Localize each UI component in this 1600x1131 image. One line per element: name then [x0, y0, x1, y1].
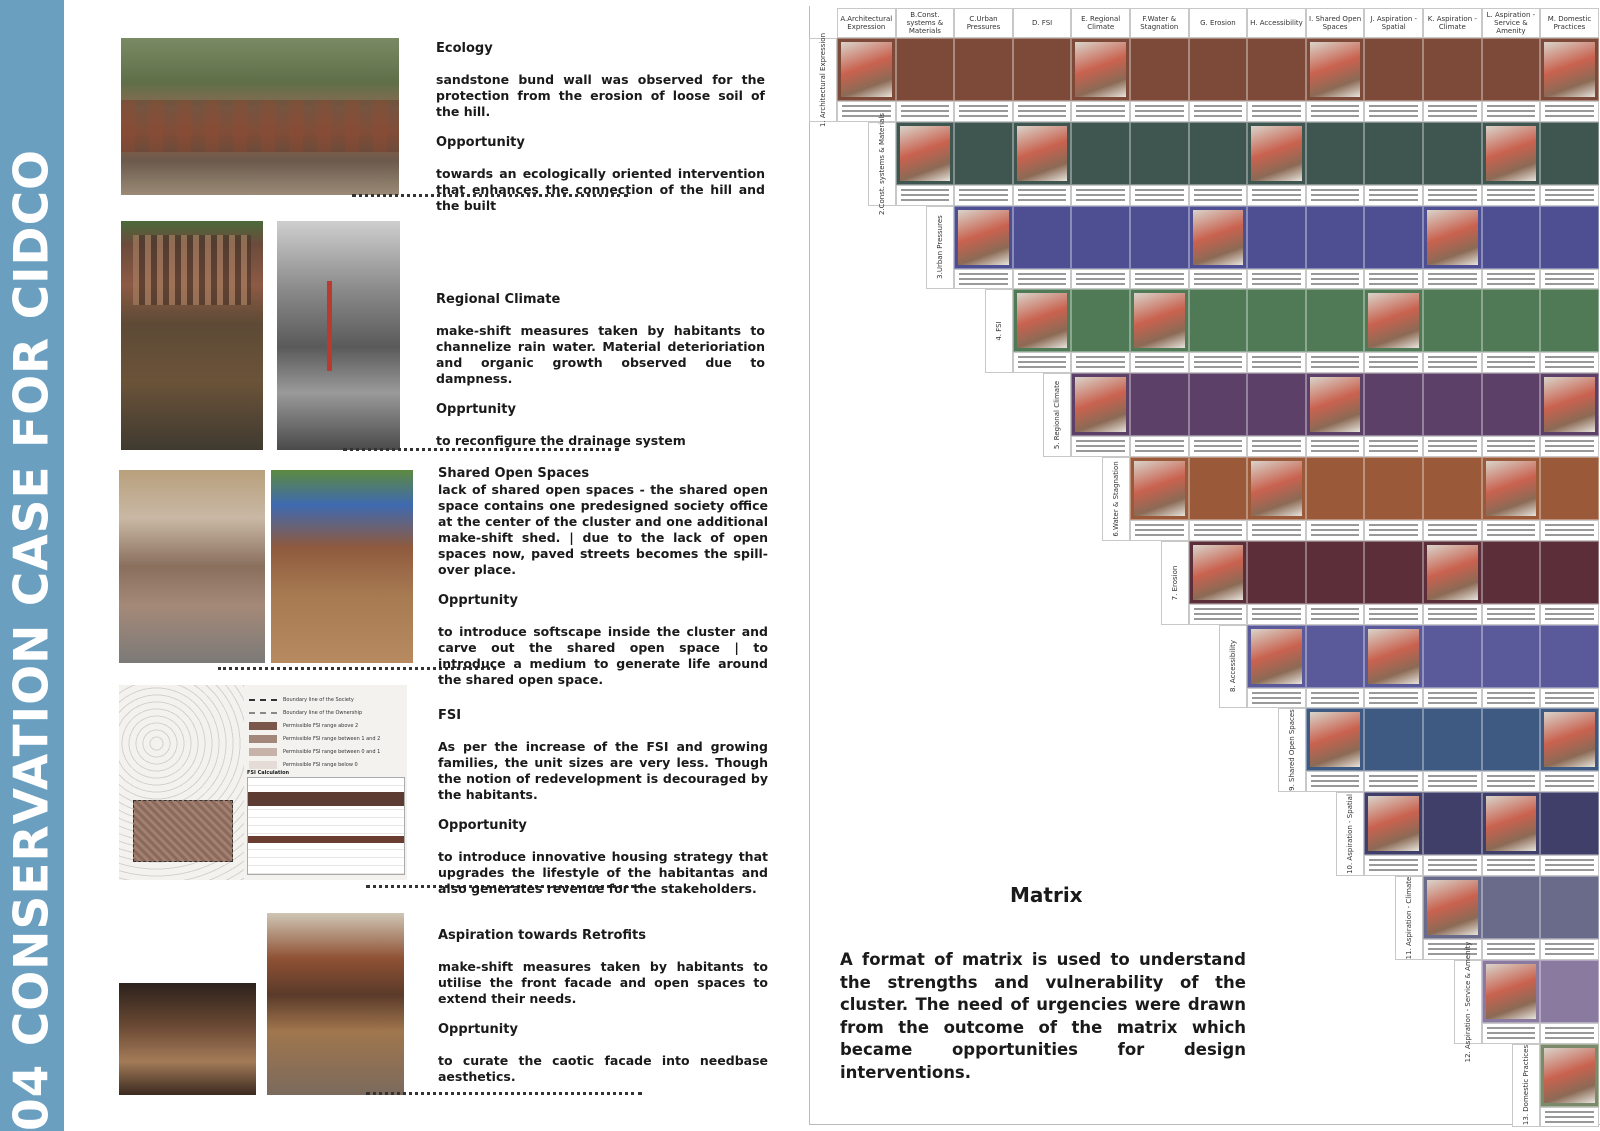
matrix-cell-note: [954, 101, 1013, 122]
matrix-row-label: 7. Erosion: [1161, 541, 1189, 625]
climate-text: make-shift measures taken by habitants to channelize rain water. Material deterioriation and organic growth observed due to dampness.: [436, 323, 765, 386]
matrix-cell: [1130, 457, 1189, 520]
matrix-cell-note: [1306, 436, 1365, 457]
matrix-cell: [1013, 38, 1072, 101]
matrix-cell-note: [954, 185, 1013, 206]
matrix-col-header: D. FSI: [1013, 8, 1072, 38]
fsi-block: [438, 708, 768, 897]
matrix-cell: [1247, 206, 1306, 269]
matrix-cell: [1364, 541, 1423, 604]
matrix-cell: [1306, 625, 1365, 688]
matrix-cell-note: [1482, 520, 1541, 541]
matrix-row-label: 10. Aspiration - Spatial: [1336, 792, 1364, 876]
matrix-cell-note: [1540, 939, 1599, 960]
matrix-cell-note: [1540, 771, 1599, 792]
matrix-cell: [1423, 457, 1482, 520]
matrix-cell-note: [954, 269, 1013, 290]
matrix-cell: [1189, 122, 1248, 185]
matrix-cell-note: [1482, 604, 1541, 625]
matrix-cell: [1540, 38, 1599, 101]
matrix-cell: [1364, 289, 1423, 352]
matrix-cell: [1071, 38, 1130, 101]
matrix-cell-note: [1130, 101, 1189, 122]
climate-opp-text: to reconfigure the drainage system: [436, 433, 686, 448]
matrix-cell-note: [1540, 855, 1599, 876]
matrix-cell: [1423, 122, 1482, 185]
matrix-cell-note: [1482, 855, 1541, 876]
matrix-col-header: C.Urban Pressures: [954, 8, 1013, 38]
matrix-cell-note: [1540, 604, 1599, 625]
matrix-cell: [896, 38, 955, 101]
shared-text: lack of shared open spaces - the shared open space contains one predesigned society office at the center of the cluster and one additional make-shift shed. | due to the lack of open spaces now, paved streets becomes the spill-over place.: [438, 482, 768, 577]
matrix-cell: [1071, 373, 1130, 436]
matrix-cell-note: [1423, 101, 1482, 122]
fsi-calc-table: [247, 777, 405, 875]
shared-heading: Shared Open Spaces: [438, 466, 590, 481]
matrix-cell: [1364, 122, 1423, 185]
matrix-cell: [1130, 289, 1189, 352]
matrix-cell-note: [1540, 185, 1599, 206]
matrix-cell-note: [1423, 688, 1482, 709]
matrix-cell-note: [1364, 352, 1423, 373]
shared-block: [438, 466, 768, 688]
regional-climate-photo-2: [277, 221, 400, 450]
matrix-cell: [1540, 1044, 1599, 1107]
matrix-cell: [1306, 38, 1365, 101]
matrix-cell-note: [1071, 436, 1130, 457]
matrix-col-header: E. Regional Climate: [1071, 8, 1130, 38]
matrix-cell: [1189, 206, 1248, 269]
matrix-cell: [1071, 289, 1130, 352]
matrix-cell-note: [1247, 604, 1306, 625]
matrix-cell: [1540, 373, 1599, 436]
matrix-cell: [1364, 38, 1423, 101]
matrix-cell-note: [1189, 604, 1248, 625]
matrix-cell-note: [1306, 771, 1365, 792]
matrix-cell-note: [1364, 855, 1423, 876]
matrix-cell: [1130, 206, 1189, 269]
matrix-cell: [1423, 541, 1482, 604]
ecology-opp-text: towards an ecologically oriented intervention that enhances the connection of the hill and the built: [436, 166, 765, 213]
matrix-col-header: K. Aspiration - Climate: [1423, 8, 1482, 38]
matrix-cell-note: [1482, 269, 1541, 290]
matrix-cell-note: [1247, 352, 1306, 373]
matrix-row-label: 5. Regional Climate: [1043, 373, 1071, 457]
matrix-cell-note: [1013, 269, 1072, 290]
matrix-row-label: 6.Water & Stagnation: [1102, 457, 1130, 541]
fsi-text: As per the increase of the FSI and growing families, the unit sizes are very less. Though the notion of redevelopment is decouraged by the habitants.: [438, 739, 768, 802]
fsi-heading: FSI: [438, 708, 462, 723]
matrix-row-label: 1. Architectural Expression: [809, 38, 837, 122]
matrix-col-header: J. Aspiration - Spatial: [1364, 8, 1423, 38]
matrix-cell-note: [1423, 269, 1482, 290]
matrix-cell: [1306, 457, 1365, 520]
matrix-cell-note: [896, 185, 955, 206]
retrofit-opp-text: to curate the caotic facade into needbase aesthetics.: [438, 1053, 768, 1084]
matrix-cell: [837, 38, 896, 101]
fsi-opp-heading: Opportunity: [438, 818, 527, 833]
matrix-col-header: A.Architectural Expression: [837, 8, 896, 38]
matrix-cell-note: [1130, 436, 1189, 457]
matrix-cell: [1540, 541, 1599, 604]
matrix-row-label: 8. Accessibility: [1219, 625, 1247, 709]
matrix-cell-note: [1423, 352, 1482, 373]
matrix-cell: [1247, 289, 1306, 352]
matrix-cell-note: [1071, 185, 1130, 206]
matrix-cell: [1189, 457, 1248, 520]
matrix-cell-note: [1189, 101, 1248, 122]
shared-open-space-photo-1: [119, 470, 265, 663]
matrix-cell-note: [1423, 520, 1482, 541]
fsi-site-map: [119, 685, 244, 880]
retrofit-photo-1: [119, 983, 256, 1095]
side-title: 04 CONSERVATION CASE FOR CIDCO: [4, 148, 60, 1131]
matrix-cell-note: [837, 101, 896, 122]
matrix-cell-note: [1482, 1023, 1541, 1044]
matrix-cell-note: [1482, 771, 1541, 792]
retrofit-block: [438, 928, 768, 1085]
retrofit-heading: Aspiration towards Retrofits: [438, 928, 647, 943]
matrix-cell: [1306, 541, 1365, 604]
matrix-cell-note: [1364, 269, 1423, 290]
matrix-cell: [1130, 38, 1189, 101]
matrix-cell: [1482, 792, 1541, 855]
matrix-cell: [1306, 373, 1365, 436]
matrix-cell: [954, 206, 1013, 269]
ecology-opp-heading: Opportunity: [436, 135, 525, 150]
matrix-cell: [1130, 373, 1189, 436]
matrix-cell-note: [1482, 101, 1541, 122]
matrix-cell-note: [1540, 352, 1599, 373]
matrix-cell: [896, 122, 955, 185]
matrix-cell: [1482, 457, 1541, 520]
matrix-cell-note: [1423, 185, 1482, 206]
matrix-cell-note: [1364, 520, 1423, 541]
matrix-cell: [1482, 876, 1541, 939]
matrix-cell: [1247, 122, 1306, 185]
matrix-cell-note: [1364, 688, 1423, 709]
matrix-col-header: H. Accessibility: [1247, 8, 1306, 38]
matrix-row-label: 12. Aspiration - Service & Amenity: [1454, 960, 1482, 1044]
matrix-cell-note: [1540, 520, 1599, 541]
matrix-title: Matrix: [1010, 883, 1083, 907]
matrix-row-label: 2.Const. systems & Materials: [868, 122, 896, 206]
matrix-cell: [1189, 38, 1248, 101]
matrix-description: A format of matrix is used to understand the strengths and vulnerability of the cluster. The need of urgencies were drawn from the outcome of the matrix which became opportunities for design interventions.: [840, 950, 1246, 1082]
matrix-cell-note: [1364, 604, 1423, 625]
matrix-cell-note: [1423, 771, 1482, 792]
matrix-cell: [954, 122, 1013, 185]
matrix-cell: [1482, 625, 1541, 688]
separator: [366, 1092, 642, 1095]
matrix-cell: [1306, 122, 1365, 185]
matrix-cell: [1540, 708, 1599, 771]
ecology-block: [436, 41, 765, 214]
matrix-cell-note: [1130, 185, 1189, 206]
climate-heading: Regional Climate: [436, 292, 561, 307]
matrix-cell: [1482, 122, 1541, 185]
fsi-legend: Boundary line of the Society Boundary line of the Ownership Permissible FSI range above 2 Permissible FSI range between 1 and 2 Permissible FSI range between 0 and 1 Permissible FSI range below 0: [249, 693, 404, 771]
matrix-cell: [1306, 206, 1365, 269]
matrix-cell: [1247, 373, 1306, 436]
matrix-cell: [1364, 792, 1423, 855]
matrix-cell: [1247, 541, 1306, 604]
matrix-cell-note: [1482, 939, 1541, 960]
matrix-cell-note: [1423, 855, 1482, 876]
matrix-cell-note: [1247, 688, 1306, 709]
fsi-calc-title: FSI Calculation: [247, 770, 290, 776]
matrix-cell-note: [1540, 1023, 1599, 1044]
matrix-cell-note: [1013, 185, 1072, 206]
matrix-cell: [1482, 541, 1541, 604]
matrix-cell: [954, 38, 1013, 101]
matrix-cell: [1423, 876, 1482, 939]
matrix-row-label: 4. FSI: [985, 289, 1013, 373]
matrix-cell-note: [1364, 436, 1423, 457]
matrix-cell-note: [1540, 269, 1599, 290]
matrix-cell: [1423, 625, 1482, 688]
matrix-cell: [1130, 122, 1189, 185]
ecology-heading: Ecology: [436, 41, 493, 56]
matrix-col-header: I. Shared Open Spaces: [1306, 8, 1365, 38]
matrix-cell: [1482, 289, 1541, 352]
matrix-cell: [1540, 289, 1599, 352]
matrix-cell: [1482, 708, 1541, 771]
matrix-cell-note: [1189, 352, 1248, 373]
climate-block: [436, 292, 765, 449]
matrix-cell-note: [1071, 269, 1130, 290]
matrix-row-label: 9. Shared Open Spaces: [1278, 708, 1306, 792]
matrix-col-header: L. Aspiration - Service & Amenity: [1482, 8, 1541, 38]
matrix-cell-note: [1306, 269, 1365, 290]
regional-climate-photo-1: [121, 221, 263, 450]
matrix-cell-note: [896, 101, 955, 122]
retrofit-photo-2: [267, 913, 404, 1095]
matrix-cell-note: [1482, 688, 1541, 709]
matrix-cell: [1540, 206, 1599, 269]
matrix-cell-note: [1482, 436, 1541, 457]
matrix-cell: [1189, 541, 1248, 604]
matrix-col-header: G. Erosion: [1189, 8, 1248, 38]
matrix-cell-note: [1540, 1107, 1599, 1128]
matrix-cell: [1013, 122, 1072, 185]
matrix-cell: [1423, 708, 1482, 771]
matrix-cell: [1482, 960, 1541, 1023]
matrix-cell: [1482, 206, 1541, 269]
matrix-cell: [1071, 122, 1130, 185]
shared-opp-heading: Opprtunity: [438, 593, 518, 608]
matrix-cell: [1482, 373, 1541, 436]
matrix-cell: [1247, 625, 1306, 688]
matrix-cell: [1423, 792, 1482, 855]
matrix-cell: [1540, 792, 1599, 855]
ecology-photo: [121, 38, 399, 195]
matrix-cell-note: [1364, 771, 1423, 792]
matrix-cell: [1013, 289, 1072, 352]
matrix-cell-note: [1071, 352, 1130, 373]
matrix-cell: [1364, 457, 1423, 520]
matrix-cell-note: [1364, 185, 1423, 206]
matrix-cell: [1189, 373, 1248, 436]
matrix-cell-note: [1306, 101, 1365, 122]
matrix-cell: [1423, 289, 1482, 352]
matrix-cell-note: [1482, 185, 1541, 206]
matrix-cell: [1540, 876, 1599, 939]
matrix-cell-note: [1540, 436, 1599, 457]
matrix-cell: [1540, 625, 1599, 688]
matrix-cell-note: [1130, 352, 1189, 373]
matrix-cell-note: [1247, 269, 1306, 290]
matrix-cell: [1540, 122, 1599, 185]
matrix-cell-note: [1247, 436, 1306, 457]
matrix-cell: [1364, 206, 1423, 269]
matrix-cell-note: [1540, 101, 1599, 122]
matrix-cell-note: [1247, 520, 1306, 541]
matrix-cell-note: [1306, 688, 1365, 709]
shared-open-space-photo-2: [271, 470, 413, 663]
matrix-cell: [1540, 960, 1599, 1023]
matrix-cell: [1189, 289, 1248, 352]
matrix-col-header: M. Domestic Practices: [1540, 8, 1599, 38]
matrix-cell-note: [1189, 185, 1248, 206]
matrix-cell: [1306, 708, 1365, 771]
matrix-cell: [1364, 625, 1423, 688]
matrix-cell: [1423, 206, 1482, 269]
fsi-opp-text: to introduce innovative housing strategy that upgrades the lifestyle of the habitantas and also generates revenue for the stakeholders.: [438, 849, 768, 896]
matrix-row-label: 3.Urban Pressures: [926, 206, 954, 290]
matrix-cell-note: [1071, 101, 1130, 122]
matrix-cell: [1247, 457, 1306, 520]
matrix-cell-note: [1306, 352, 1365, 373]
matrix-cell: [1364, 373, 1423, 436]
matrix-cell-note: [1423, 604, 1482, 625]
matrix-cell-note: [1189, 269, 1248, 290]
ecology-text: sandstone bund wall was observed for the protection from the erosion of loose soil of the hill.: [436, 72, 765, 119]
matrix-cell: [1540, 457, 1599, 520]
matrix-cell: [1482, 38, 1541, 101]
matrix-cell-note: [1130, 520, 1189, 541]
matrix-row-label: 11. Aspiration - Climate: [1395, 876, 1423, 960]
matrix-cell: [1306, 289, 1365, 352]
matrix-cell-note: [1013, 352, 1072, 373]
matrix-cell-note: [1013, 101, 1072, 122]
matrix-row-label: 13. Domestic Practices: [1512, 1044, 1540, 1128]
climate-opp-heading: Opprtunity: [436, 402, 516, 417]
matrix-cell: [1423, 373, 1482, 436]
retrofit-opp-heading: Opprtunity: [438, 1022, 518, 1037]
matrix-cell: [1364, 708, 1423, 771]
matrix-cell-note: [1423, 939, 1482, 960]
matrix-cell-note: [1189, 520, 1248, 541]
matrix-cell: [1247, 38, 1306, 101]
matrix-cell-note: [1306, 185, 1365, 206]
matrix-cell-note: [1364, 101, 1423, 122]
matrix-cell-note: [1482, 352, 1541, 373]
matrix-cell-note: [1423, 436, 1482, 457]
matrix-cell-note: [1306, 604, 1365, 625]
matrix-cell: [1423, 38, 1482, 101]
matrix-cell: [1013, 206, 1072, 269]
shared-opp-text: to introduce softscape inside the cluster and carve out the shared open space | to introduce a medium to generate life around the shared open space.: [438, 624, 768, 687]
matrix-cell-note: [1306, 520, 1365, 541]
matrix-cell: [1071, 206, 1130, 269]
matrix-cell-note: [1247, 101, 1306, 122]
matrix-cell-note: [1540, 688, 1599, 709]
matrix-cell-note: [1130, 269, 1189, 290]
matrix-col-header: B.Const. systems & Materials: [896, 8, 955, 38]
matrix-cell-note: [1247, 185, 1306, 206]
fsi-figure: [119, 685, 407, 880]
retrofit-text: make-shift measures taken by habitants to utilise the front facade and open spaces to extend their needs.: [438, 959, 768, 1006]
matrix-col-header: F.Water & Stagnation: [1130, 8, 1189, 38]
matrix-cell-note: [1189, 436, 1248, 457]
